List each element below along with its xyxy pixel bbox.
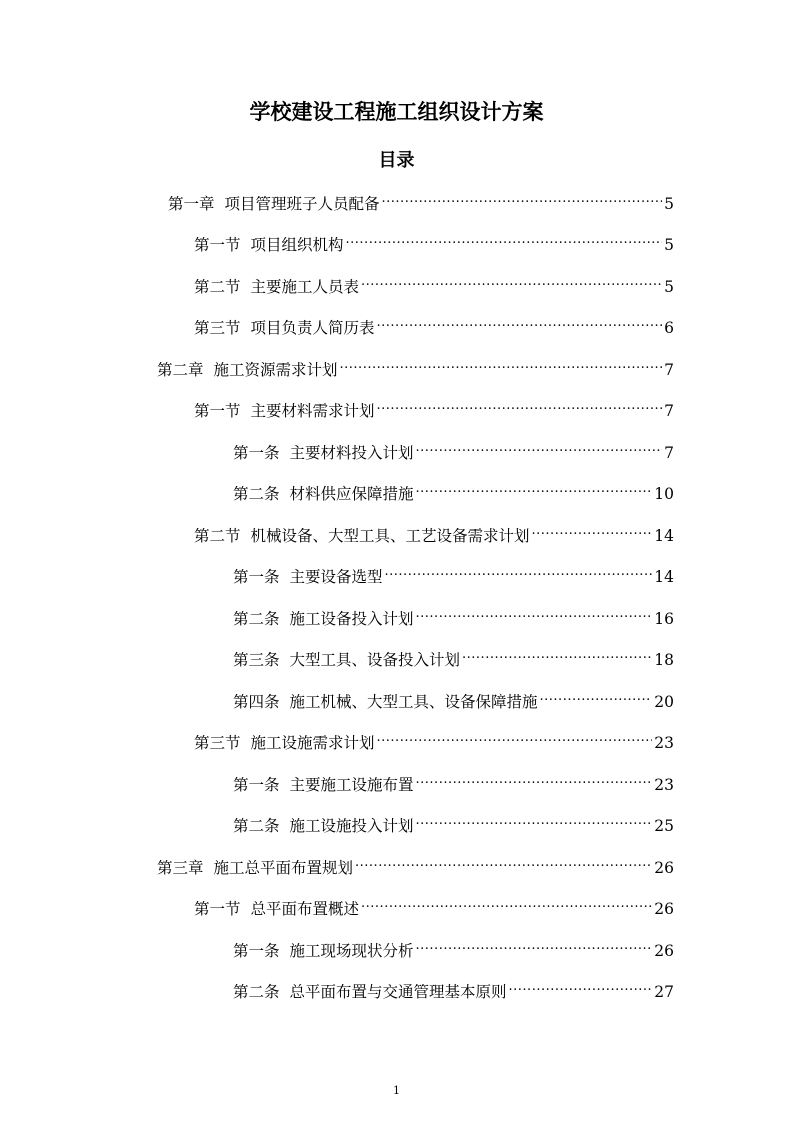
toc-entry-number: 第一节 [194, 402, 241, 420]
toc-entry-page: 5 [664, 278, 674, 296]
toc-entry-number: 第二节 [194, 527, 241, 545]
toc-entry-page: 26 [654, 942, 674, 960]
toc-entry[interactable] [233, 602, 674, 628]
document-title: 学校建设工程施工组织设计方案 [249, 100, 544, 124]
toc-entry[interactable] [194, 270, 674, 296]
toc-entry[interactable] [194, 892, 674, 918]
toc-entry[interactable] [233, 809, 674, 835]
toc-leader-dots [416, 602, 653, 624]
toc-leader-dots [416, 477, 653, 499]
toc-entry-page: 14 [654, 568, 674, 586]
toc-entry-page: 10 [654, 485, 674, 503]
toc-entry[interactable] [168, 187, 674, 213]
toc-entry-title: 主要材料需求计划 [250, 402, 375, 420]
toc-entry-number: 第二章 [157, 361, 204, 379]
toc-leader-dots [361, 270, 662, 292]
toc-entry[interactable] [194, 394, 674, 420]
toc-leader-dots [377, 311, 663, 333]
toc-entry-title: 机械设备、大型工具、工艺设备需求计划 [250, 527, 530, 545]
toc-entry-title: 项目组织机构 [250, 236, 344, 254]
toc-entry-page: 7 [664, 361, 674, 379]
toc-entry-title: 施工总平面布置规划 [213, 859, 354, 877]
toc-entry[interactable] [233, 934, 674, 960]
toc-entry-title: 施工现场现状分析 [289, 942, 414, 960]
toc-entry-number: 第一节 [194, 900, 241, 918]
toc-entry-page: 18 [654, 651, 674, 669]
toc-entry-title: 施工设施投入计划 [289, 817, 414, 835]
toc-entry[interactable] [194, 726, 674, 752]
toc-entry-page: 26 [654, 859, 674, 877]
toc-entry-page: 14 [654, 527, 674, 545]
page-number: 1 [393, 1084, 400, 1097]
toc-entry-page: 16 [654, 610, 674, 628]
toc-entry-title: 项目负责人简历表 [250, 319, 375, 337]
toc-entry-title: 主要施工设施布置 [289, 776, 414, 794]
toc-leader-dots [385, 560, 653, 582]
toc-entry-number: 第一条 [233, 776, 280, 794]
toc-entry-page: 5 [664, 236, 674, 254]
toc-entry-title: 施工资源需求计划 [213, 361, 338, 379]
toc-entry-number: 第三节 [194, 319, 241, 337]
toc-entry-number: 第一条 [233, 568, 280, 586]
toc-entry-number: 第二条 [233, 817, 280, 835]
toc-entry-number: 第二条 [233, 485, 280, 503]
toc-entry-page: 7 [664, 444, 674, 462]
toc-leader-dots [540, 685, 653, 707]
toc-entry[interactable] [194, 228, 674, 254]
toc-entry-number: 第一条 [233, 942, 280, 960]
toc-entry[interactable] [233, 975, 674, 1001]
toc-entry[interactable] [233, 436, 674, 462]
toc-entry-title: 大型工具、设备投入计划 [289, 651, 461, 669]
toc-entry[interactable] [194, 311, 674, 337]
toc-leader-dots [346, 228, 663, 250]
toc-entry-page: 5 [664, 195, 674, 213]
toc-entry[interactable] [233, 477, 674, 503]
toc-leader-dots [416, 768, 653, 790]
toc-entry-page: 7 [664, 402, 674, 420]
toc-entry-title: 主要设备选型 [289, 568, 383, 586]
toc-entry-title: 总平面布置与交通管理基本原则 [289, 983, 507, 1001]
toc-entry-page: 26 [654, 900, 674, 918]
toc-entry[interactable] [194, 519, 674, 545]
toc-entry-title: 施工机械、大型工具、设备保障措施 [289, 693, 538, 711]
toc-leader-dots [382, 187, 663, 209]
toc-entry[interactable] [233, 685, 674, 711]
toc-entry-number: 第四条 [233, 693, 280, 711]
toc-entry-number: 第二条 [233, 610, 280, 628]
toc-entry-title: 项目管理班子人员配备 [224, 195, 380, 213]
toc-entry-title: 施工设施需求计划 [250, 734, 375, 752]
toc-leader-dots [532, 519, 653, 541]
toc-leader-dots [509, 975, 653, 997]
toc-leader-dots [462, 643, 652, 665]
toc-entry-title: 材料供应保障措施 [289, 485, 414, 503]
toc-entry-number: 第一条 [233, 444, 280, 462]
toc-entry-page: 6 [664, 319, 674, 337]
toc-leader-dots [416, 934, 653, 956]
toc-heading: 目录 [378, 150, 415, 171]
toc-entry[interactable] [233, 560, 674, 586]
toc-leader-dots [361, 892, 652, 914]
toc-entry-title: 主要材料投入计划 [289, 444, 414, 462]
toc-leader-dots [416, 436, 663, 458]
toc-entry-number: 第三章 [157, 859, 204, 877]
toc-entry-number: 第一章 [168, 195, 215, 213]
toc-entry-number: 第二条 [233, 983, 280, 1001]
toc-entry-page: 27 [654, 983, 674, 1001]
toc-entry[interactable] [233, 643, 674, 669]
toc-entry-title: 总平面布置概述 [250, 900, 360, 918]
toc-entry[interactable] [233, 768, 674, 794]
toc-entry-page: 23 [654, 734, 674, 752]
toc-leader-dots [416, 809, 653, 831]
toc-entry-number: 第二节 [194, 278, 241, 296]
toc-entry-number: 第三节 [194, 734, 241, 752]
toc-entry-title: 主要施工人员表 [250, 278, 360, 296]
toc-leader-dots [340, 353, 663, 375]
toc-entry-page: 20 [654, 693, 674, 711]
toc-entry[interactable] [157, 353, 674, 379]
toc-entry-title: 施工设备投入计划 [289, 610, 414, 628]
toc-entry-page: 25 [654, 817, 674, 835]
toc-leader-dots [355, 851, 652, 873]
toc-entry-number: 第一节 [194, 236, 241, 254]
toc-leader-dots [377, 394, 663, 416]
toc-leader-dots [377, 726, 653, 748]
toc-entry-page: 23 [654, 776, 674, 794]
toc-entry-number: 第三条 [233, 651, 280, 669]
toc-entry[interactable] [157, 851, 674, 877]
